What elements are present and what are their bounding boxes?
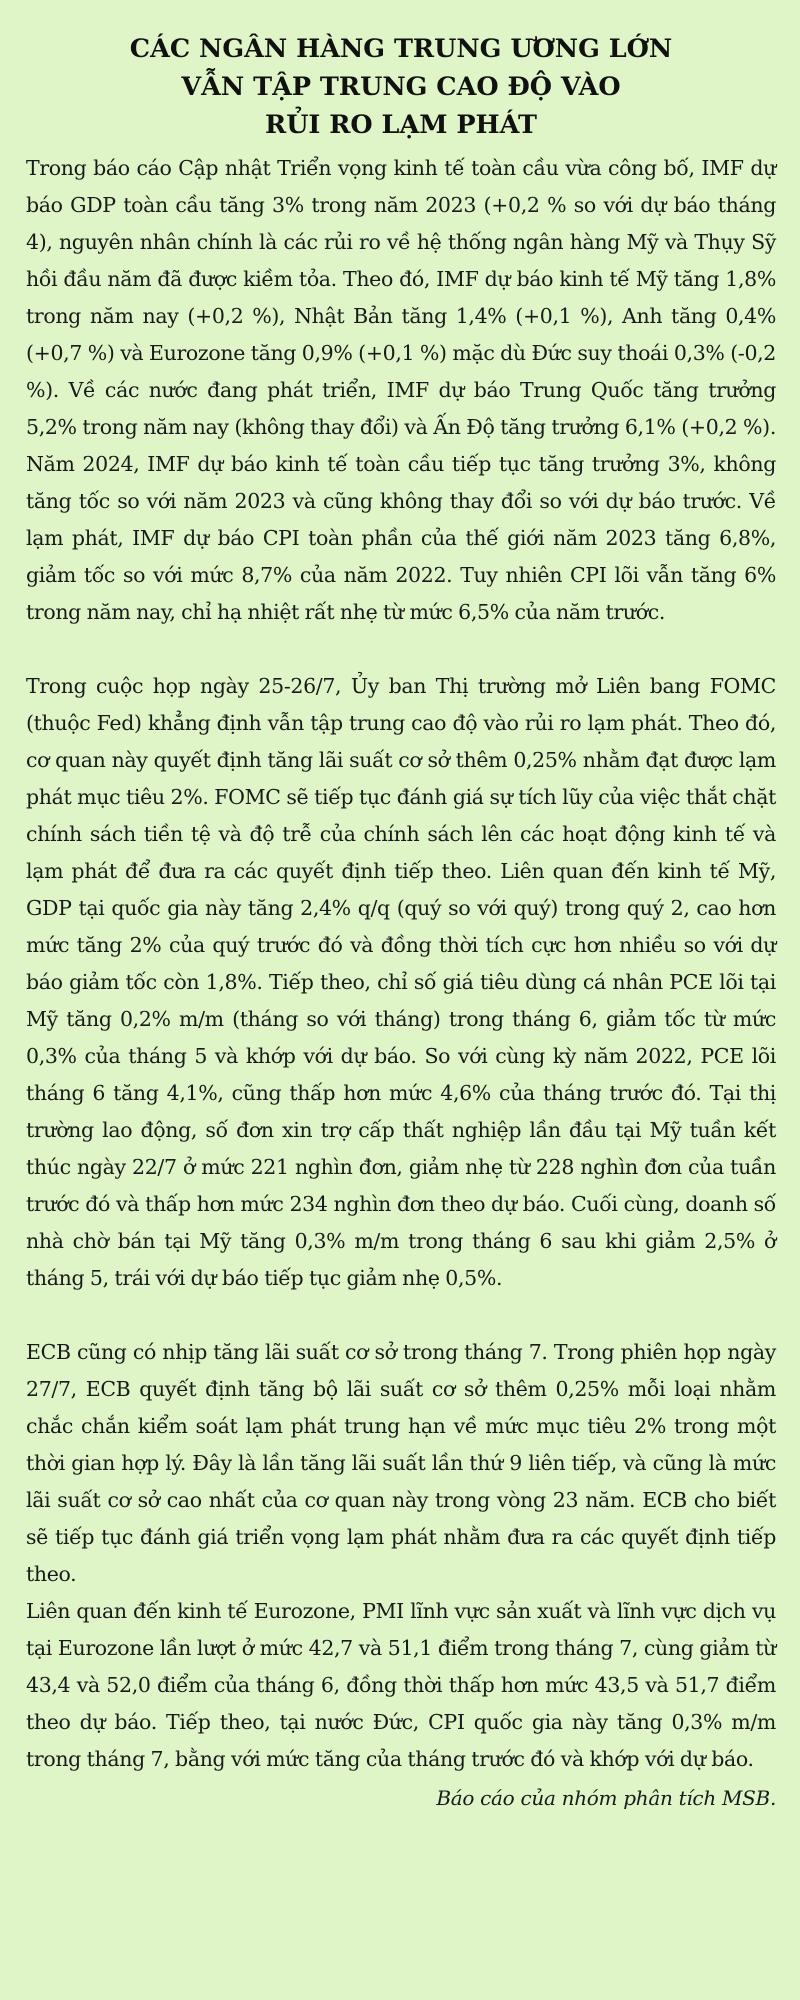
- title-line-3: RỦI RO LẠM PHÁT: [265, 110, 537, 140]
- paragraph-fomc: Trong cuộc họp ngày 25-26/7, Ủy ban Thị trường mở Liên bang FOMC (thuộc Fed) khẳng định vẫn tập trung cao độ vào rủi ro lạm phát. Theo đó, cơ quan này quyết định tăng lãi suất cơ sở thêm 0,25% nhằm đạt được lạm phát mục tiêu 2%. FOMC sẽ tiếp tục đánh giá sự tích lũy của việc thắt chặt chính sách tiền tệ và độ trễ của chính sách lên các hoạt động kinh tế và lạm phát để đưa ra các quyết định tiếp theo. Liên quan đến kinh tế Mỹ, GDP tại quốc gia này tăng 2,4% q/q (quý so với quý) trong quý 2, cao hơn mức tăng 2% của quý trước đó và đồng thời tích cực hơn nhiều so với dự báo giảm tốc còn 1,8%. Tiếp theo, chỉ số giá tiêu dùng cá nhân PCE lõi tại Mỹ tăng 0,2% m/m (tháng so với tháng) trong tháng 6, giảm tốc từ mức 0,3% của tháng 5 và khớp với dự báo. So với cùng kỳ năm 2022, PCE lõi tháng 6 tăng 4,1%, cũng thấp hơn mức 4,6% của tháng trước đó. Tại thị trường lao động, số đơn xin trợ cấp thất nghiệp lần đầu tại Mỹ tuần kết thúc ngày 22/7 ở mức 221 nghìn đơn, giảm nhẹ từ 228 nghìn đơn của tuần trước đó và thấp hơn mức 234 nghìn đơn theo dự báo. Cuối cùng, doanh số nhà chờ bán tại Mỹ tăng 0,3% m/m trong tháng 6 sau khi giảm 2,5% ở tháng 5, trái với dự báo tiếp tục giảm nhẹ 0,5%.: [26, 674, 776, 1290]
- paragraph-spacer: [26, 631, 776, 668]
- article-title: [26, 30, 776, 144]
- paragraph-spacer: [26, 1297, 776, 1334]
- title-line-2: VẪN TẬP TRUNG CAO ĐỘ VÀO: [181, 72, 621, 102]
- paragraph-ecb: ECB cũng có nhịp tăng lãi suất cơ sở trong tháng 7. Trong phiên họp ngày 27/7, ECB quyết định tăng bộ lãi suất cơ sở thêm 0,25% mỗi loại nhằm chắc chắn kiểm soát lạm phát trung hạn về mức mục tiêu 2% trong một thời gian hợp lý. Đây là lần tăng lãi suất lần thứ 9 liên tiếp, và cũng là mức lãi suất cơ sở cao nhất của cơ quan này trong vòng 23 năm. ECB cho biết sẽ tiếp tục đánh giá triển vọng lạm phát nhằm đưa ra các quyết định tiếp theo.: [26, 1340, 776, 1586]
- title-line-1: CÁC NGÂN HÀNG TRUNG ƯƠNG LỚN: [129, 34, 673, 64]
- paragraph-eurozone: Liên quan đến kinh tế Eurozone, PMI lĩnh vực sản xuất và lĩnh vực dịch vụ tại Eurozone lần lượt ở mức 42,7 và 51,1 điểm trong tháng 7, cùng giảm từ 43,4 và 52,0 điểm của tháng 6, đồng thời thấp hơn mức 43,5 và 51,7 điểm theo dự báo. Tiếp theo, tại nước Đức, CPI quốc gia này tăng 0,3% m/m trong tháng 7, bằng với mức tăng của tháng trước đó và khớp với dự báo.: [26, 1599, 776, 1771]
- paragraph-imf-outlook: Trong báo cáo Cập nhật Triển vọng kinh tế toàn cầu vừa công bố, IMF dự báo GDP toàn cầu tăng 3% trong năm 2023 (+0,2 % so với dự báo tháng 4), nguyên nhân chính là các rủi ro về hệ thống ngân hàng Mỹ và Thụy Sỹ hồi đầu năm đã được kiềm tỏa. Theo đó, IMF dự báo kinh tế Mỹ tăng 1,8% trong năm nay (+0,2 %), Nhật Bản tăng 1,4% (+0,1 %), Anh tăng 0,4% (+0,7 %) và Eurozone tăng 0,9% (+0,1 %) mặc dù Đức suy thoái 0,3% (-0,2 %). Về các nước đang phát triển, IMF dự báo Trung Quốc tăng trưởng 5,2% trong năm nay (không thay đổi) và Ấn Độ tăng trưởng 6,1% (+0,2 %). Năm 2024, IMF dự báo kinh tế toàn cầu tiếp tục tăng trưởng 3%, không tăng tốc so với năm 2023 và cũng không thay đổi so với dự báo trước. Về lạm phát, IMF dự báo CPI toàn phần của thế giới năm 2023 tăng 6,8%, giảm tốc so với mức 8,7% của năm 2022. Tuy nhiên CPI lõi vẫn tăng 6% trong năm nay, chỉ hạ nhiệt rất nhẹ từ mức 6,5% của năm trước.: [26, 156, 776, 624]
- signature: Báo cáo của nhóm phân tích MSB.: [436, 1786, 776, 1810]
